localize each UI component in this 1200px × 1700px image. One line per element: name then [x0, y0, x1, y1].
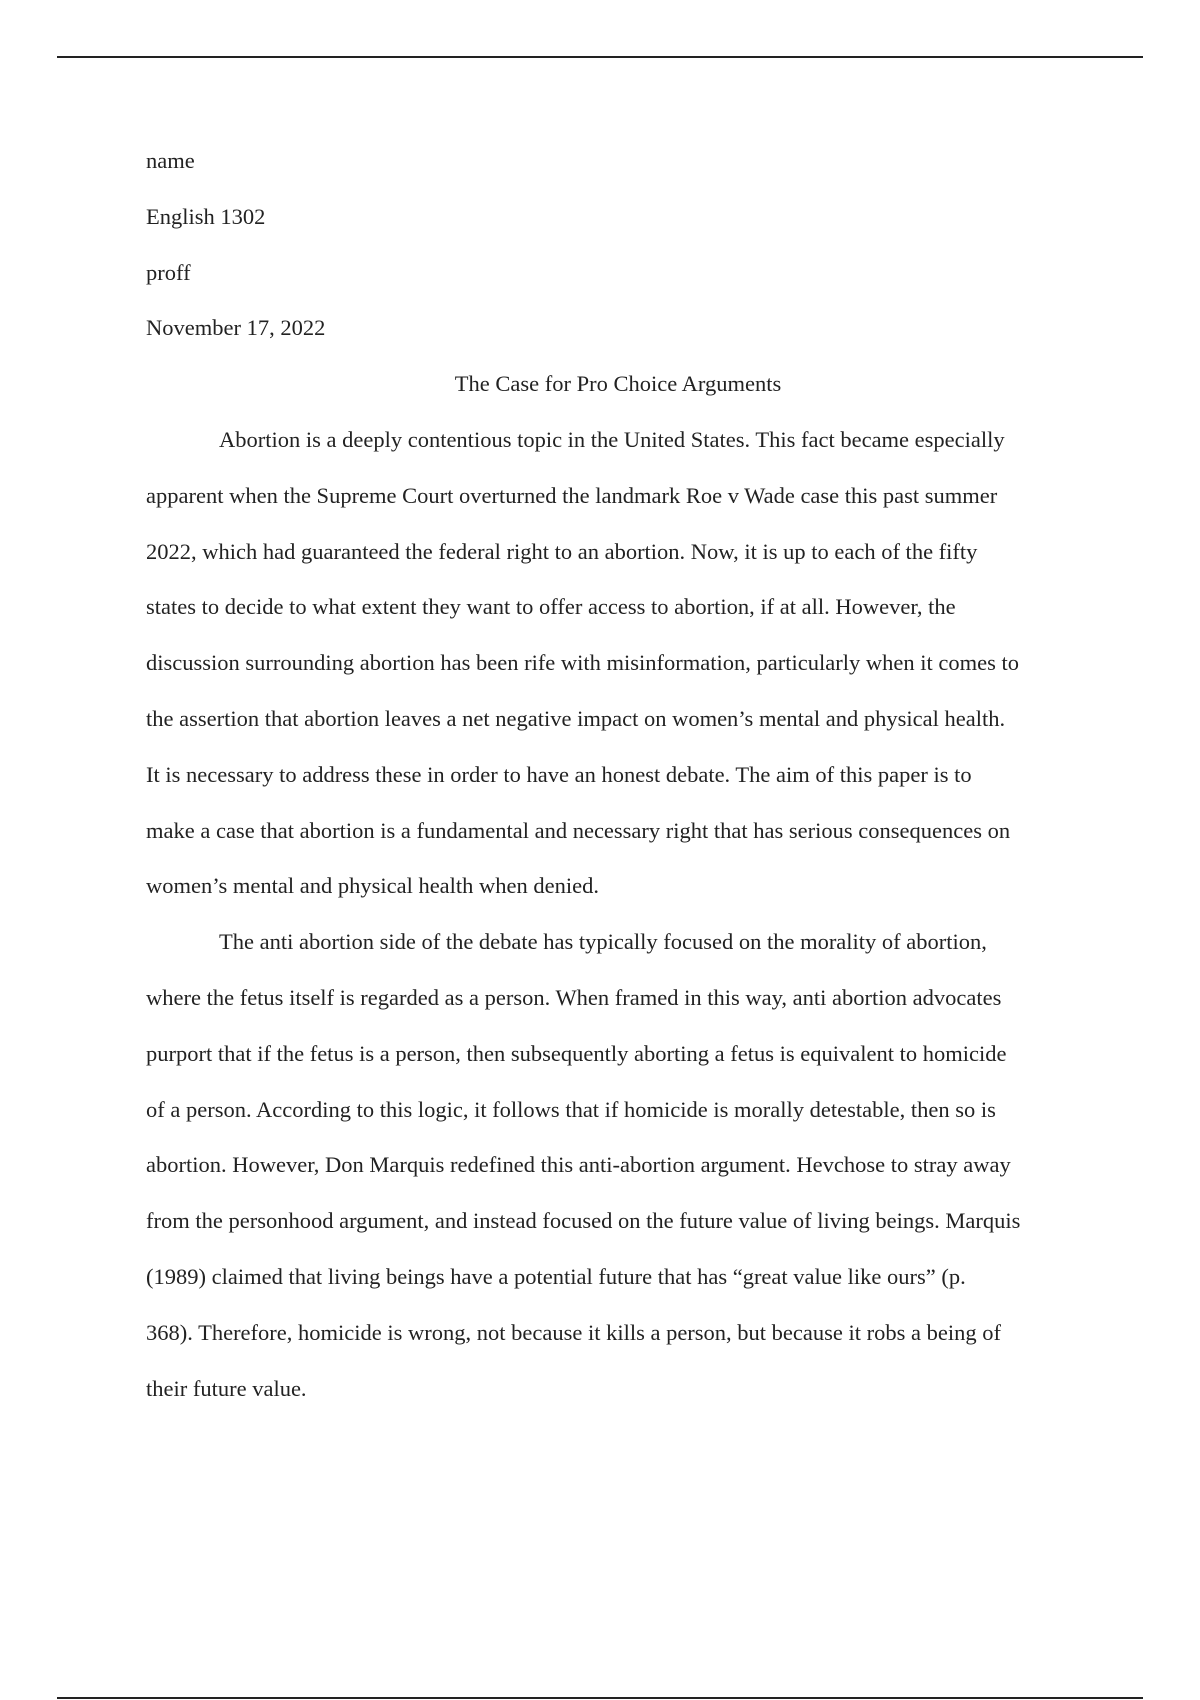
paragraph-line: purport that if the fetus is a person, then subsequently aborting a fetus is equivalent to homicide — [146, 1040, 1007, 1066]
bottom-rule — [57, 1697, 1143, 1699]
paragraph-line: make a case that abortion is a fundamental and necessary right that has serious consequences on — [146, 817, 1011, 843]
paragraph-line: women’s mental and physical health when denied. — [146, 873, 599, 899]
paragraph-line: discussion surrounding abortion has been rife with misinformation, particularly when it comes to — [146, 650, 1019, 676]
body-paragraph-1 — [146, 412, 1090, 914]
paragraph-line: apparent when the Supreme Court overturned the landmark Roe v Wade case this past summer — [146, 482, 998, 508]
body-paragraph-2 — [146, 914, 1090, 1416]
paragraph-line: Abortion is a deeply contentious topic in the United States. This fact became especially — [219, 426, 1005, 452]
paragraph-line: of a person. According to this logic, it follows that if homicide is morally detestable, then so is — [146, 1096, 996, 1122]
paragraph-line: (1989) claimed that living beings have a potential future that has “great value like ours” (p. — [146, 1263, 966, 1289]
document-date: November 17, 2022 — [146, 315, 326, 341]
paragraph-line: The anti abortion side of the debate has typically focused on the morality of abortion, — [219, 929, 987, 955]
paragraph-line: states to decide to what extent they want to offer access to abortion, if at all. However, the — [146, 594, 956, 620]
top-rule — [57, 56, 1143, 58]
document-page — [146, 133, 1090, 1416]
instructor-name: proff — [146, 259, 191, 285]
document-title: The Case for Pro Choice Arguments — [454, 371, 782, 397]
paragraph-line: 2022, which had guaranteed the federal right to an abortion. Now, it is up to each of the fifty — [146, 538, 978, 564]
paragraph-line: the assertion that abortion leaves a net negative impact on women’s mental and physical health. — [146, 705, 1006, 731]
paragraph-line: their future value. — [146, 1375, 307, 1401]
author-name: name — [146, 148, 195, 173]
course-name: English 1302 — [146, 203, 266, 229]
paragraph-line: 368). Therefore, homicide is wrong, not because it kills a person, but because it robs a being of — [146, 1319, 1001, 1345]
paragraph-line: It is necessary to address these in order to have an honest debate. The aim of this paper is to — [146, 761, 972, 787]
paragraph-line: where the fetus itself is regarded as a person. When framed in this way, anti abortion advocates — [146, 984, 1002, 1010]
paragraph-line: abortion. However, Don Marquis redefined this anti-abortion argument. Hevchose to stray away — [146, 1152, 1011, 1178]
paragraph-line: from the personhood argument, and instead focused on the future value of living beings. Marquis — [146, 1208, 1021, 1234]
